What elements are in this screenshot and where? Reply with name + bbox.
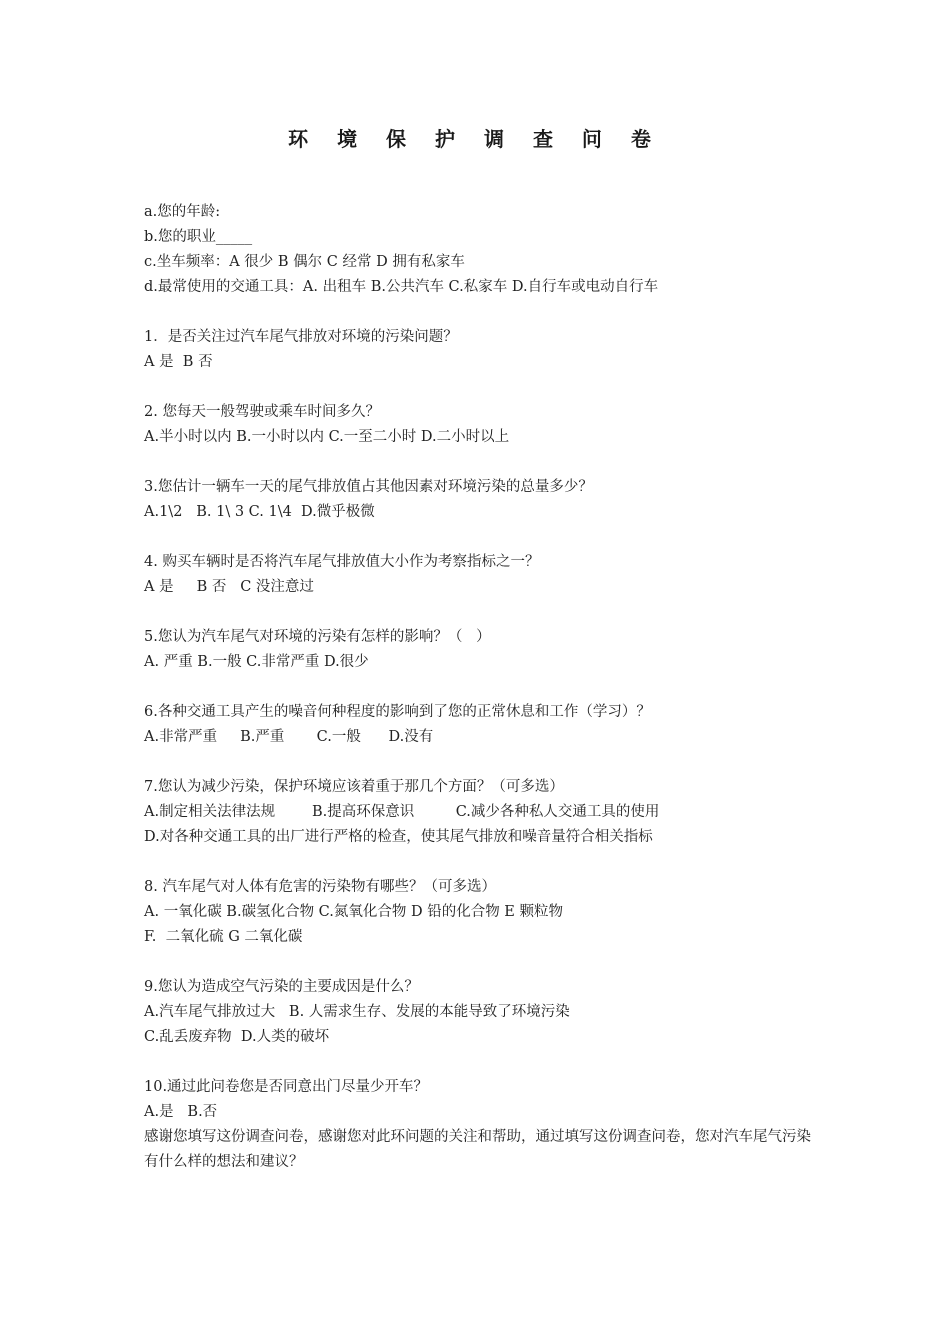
spacer <box>144 850 824 875</box>
survey-body <box>144 200 824 1175</box>
question-6 <box>144 700 824 750</box>
document-title: 环 境 保 护 调 查 问 卷 <box>288 127 662 151</box>
question-options: A. 严重 B.一般 C.非常严重 D.很少 <box>144 654 369 670</box>
info-age: a.您的年龄: <box>144 204 221 220</box>
question-options: A 是 B 否 C 没注意过 <box>144 579 314 595</box>
question-options: A.1\2 B. 1\ 3 C. 1\4 D.微乎极微 <box>144 504 375 520</box>
spacer <box>144 675 824 700</box>
question-options: A. 一氧化碳 B.碳氢化合物 C.氮氧化合物 D 铅的化合物 E 颗粒物 <box>144 904 564 920</box>
question-text: 9.您认为造成空气污染的主要成因是什么？ <box>144 979 419 995</box>
question-options: A.制定相关法律法规 B.提高环保意识 C.减少各种私人交通工具的使用 <box>144 804 660 820</box>
question-8 <box>144 875 824 950</box>
spacer <box>144 950 824 975</box>
question-text: 10.通过此问卷您是否同意出门尽量少开车？ <box>144 1079 429 1095</box>
question-text: 7.您认为减少污染，保护环境应该着重于那几个方面？（可多选） <box>144 779 564 795</box>
spacer <box>144 1050 824 1075</box>
question-2 <box>144 400 824 450</box>
closing-paragraph: 感谢您填写这份调查问卷，感谢您对此环问题的关注和帮助，通过填写这份调查问卷，您对汽车尾气污染有什么样的想法和建议？ <box>144 1129 811 1170</box>
spacer <box>144 300 824 325</box>
question-10 <box>144 1075 824 1125</box>
spacer <box>144 450 824 475</box>
question-4 <box>144 550 824 600</box>
question-text: 6.各种交通工具产生的噪音何种程度的影响到了您的正常休息和工作（学习）？ <box>144 704 651 720</box>
spacer <box>144 525 824 550</box>
question-1 <box>144 325 824 375</box>
question-9 <box>144 975 824 1050</box>
question-text: 1．是否关注过汽车尾气排放对环境的污染问题？ <box>144 329 458 345</box>
question-7 <box>144 775 824 850</box>
question-text: 4. 购买车辆时是否将汽车尾气排放值大小作为考察指标之一？ <box>144 554 540 570</box>
question-options: F. 二氧化硫 G 二氧化碳 <box>144 929 303 945</box>
info-transport: d.最常使用的交通工具：A. 出租车 B.公共汽车 C.私家车 D.自行车或电动自行车 <box>144 279 659 295</box>
question-text: 5.您认为汽车尾气对环境的污染有怎样的影响？（ ） <box>144 629 491 645</box>
spacer <box>144 375 824 400</box>
info-ride-frequency: c.坐车频率：A 很少 B 偶尔 C 经常 D 拥有私家车 <box>144 254 465 270</box>
respondent-info <box>144 200 824 300</box>
question-text: 3.您估计一辆车一天的尾气排放值占其他因素对环境污染的总量多少？ <box>144 479 593 495</box>
question-options: A.是 B.否 <box>144 1104 218 1120</box>
question-options: A 是 B 否 <box>144 354 213 370</box>
question-options: C.乱丢废弃物 D.人类的破坏 <box>144 1029 330 1045</box>
question-options: A.半小时以内 B.一小时以内 C.一至二小时 D.二小时以上 <box>144 429 510 445</box>
question-5 <box>144 625 824 675</box>
question-options: A.汽车尾气排放过大 B. 人需求生存、发展的本能导致了环境污染 <box>144 1004 570 1020</box>
question-options: A.非常严重 B.严重 C.一般 D.没有 <box>144 729 434 745</box>
question-text: 8. 汽车尾气对人体有危害的污染物有哪些？（可多选） <box>144 879 496 895</box>
spacer <box>144 750 824 775</box>
question-options: D.对各种交通工具的出厂进行严格的检查，使其尾气排放和噪音量符合相关指标 <box>144 829 653 845</box>
spacer <box>144 600 824 625</box>
question-text: 2. 您每天一般驾驶或乘车时间多久？ <box>144 404 380 420</box>
info-occupation: b.您的职业_____ <box>144 229 253 245</box>
question-3 <box>144 475 824 525</box>
